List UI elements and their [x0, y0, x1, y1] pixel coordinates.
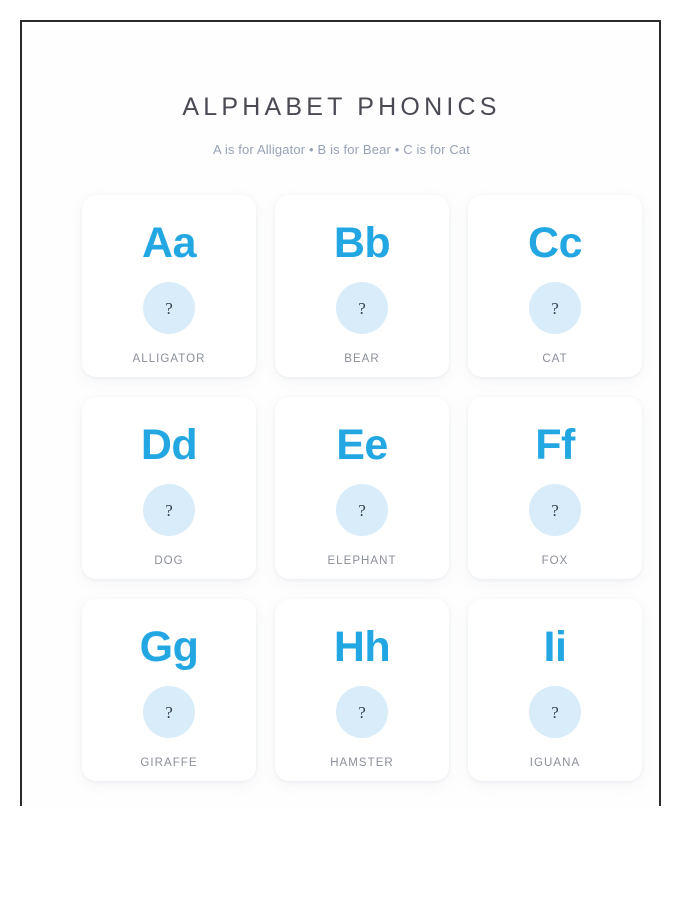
question-mark-glyph: ?: [358, 702, 366, 722]
broken-image-placeholder-icon: [529, 282, 581, 334]
card-label: GIRAFFE: [140, 757, 198, 770]
page-content: [22, 22, 661, 806]
card-letter: Aa: [142, 218, 196, 267]
broken-image-placeholder-icon: [143, 686, 195, 738]
broken-image-placeholder-icon: [143, 282, 195, 334]
letter-card[interactable]: [275, 397, 449, 579]
broken-image-placeholder-icon: [529, 484, 581, 536]
letter-card[interactable]: [82, 195, 256, 377]
letter-card[interactable]: [468, 599, 642, 781]
alphabet-card-grid: [41, 157, 642, 781]
card-label: ALLIGATOR: [132, 353, 206, 366]
card-letter: Hh: [333, 622, 391, 671]
broken-image-placeholder-icon: [143, 484, 195, 536]
question-mark-glyph: ?: [358, 298, 366, 318]
letter-card[interactable]: [275, 195, 449, 377]
card-label: FOX: [541, 555, 569, 568]
letter-card[interactable]: [468, 397, 642, 579]
letter-card[interactable]: [82, 397, 256, 579]
question-mark-glyph: ?: [551, 500, 559, 520]
card-label: CAT: [542, 353, 568, 366]
page-title: ALPHABET PHONICS: [182, 93, 501, 121]
letter-card[interactable]: [82, 599, 256, 781]
card-letter: Ee: [336, 420, 388, 469]
letter-card[interactable]: [468, 195, 642, 377]
card-label: BEAR: [344, 353, 380, 366]
card-letter: Cc: [528, 218, 582, 267]
card-label: HAMSTER: [330, 757, 394, 770]
broken-image-placeholder-icon: [336, 686, 388, 738]
page-header: [22, 22, 661, 157]
card-label: ELEPHANT: [327, 555, 397, 568]
question-mark-glyph: ?: [551, 298, 559, 318]
broken-image-placeholder-icon: [529, 686, 581, 738]
card-letter: Gg: [139, 622, 199, 671]
question-mark-glyph: ?: [165, 298, 173, 318]
question-mark-glyph: ?: [165, 500, 173, 520]
question-mark-glyph: ?: [551, 702, 559, 722]
card-label: DOG: [154, 555, 184, 568]
broken-image-placeholder-icon: [336, 282, 388, 334]
card-label: IGUANA: [529, 757, 581, 770]
question-mark-glyph: ?: [358, 500, 366, 520]
card-letter: Ff: [535, 420, 575, 469]
card-letter: Dd: [140, 420, 198, 469]
letter-card[interactable]: [275, 599, 449, 781]
question-mark-glyph: ?: [165, 702, 173, 722]
page-subtitle: A is for Alligator • B is for Bear • C is for Cat: [212, 141, 471, 157]
broken-image-placeholder-icon: [336, 484, 388, 536]
card-letter: Bb: [333, 218, 391, 267]
card-letter: Ii: [543, 622, 567, 671]
viewport-frame: [20, 20, 661, 806]
